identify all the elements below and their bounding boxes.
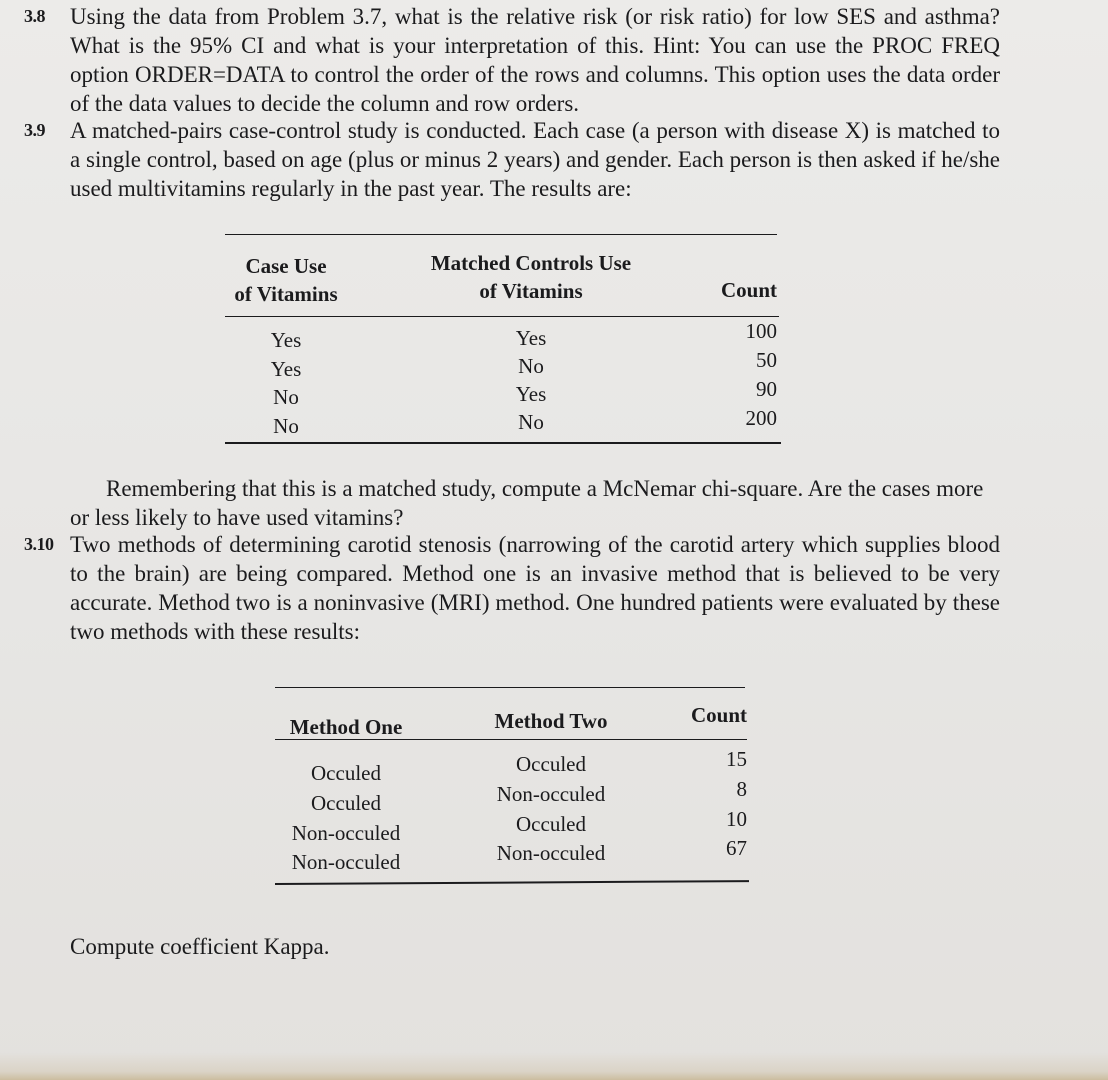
cell-method-two: Occuled — [516, 812, 586, 836]
problem-3-8 — [24, 2, 1000, 118]
cell-method-one: Occuled — [311, 791, 381, 815]
cell-count: 50 — [756, 348, 777, 372]
cell-count: 8 — [736, 777, 747, 801]
vitamins-table — [225, 230, 781, 460]
problem-3-10-followup: Compute coefficient Kappa. — [70, 934, 330, 959]
header-line: of Vitamins — [479, 279, 583, 303]
cell-method-one: Non-occuled — [291, 821, 401, 845]
problem-3-9 — [24, 116, 1000, 203]
problem-3-9-followup: Remembering that this is a matched study, compute a McNemar chi-square. Are the cases more or less likely to have used vitamins? — [70, 476, 984, 530]
problem-text: Using the data from Problem 3.7, what is the relative risk (or risk ratio) for low SES and asthma? What is the 95% CI and what is your interpretation of this. Hint: You can use the PROC FREQ option ORDER=DATA to control the order of the rows and columns. This option uses the data order of the data values to decide the column and row orders. — [70, 4, 1000, 116]
table-bottom-rule — [275, 880, 749, 885]
problem-text: Two methods of determining carotid stenosis (narrowing of the carotid artery which supplies blood to the brain) are being compared. Method one is an invasive method that is believed to be very accurate. Method two is a noninvasive (MRI) method. One hundred patients were evaluated by these two methods with these results: — [70, 532, 1000, 644]
header-count: Count — [720, 278, 777, 302]
header-line: of Vitamins — [234, 282, 338, 306]
problem-3-10 — [24, 530, 1000, 646]
cell-case: No — [273, 414, 299, 438]
cell-method-one: Non-occuled — [291, 850, 401, 874]
header-line: Case Use — [245, 254, 327, 278]
page-edge-shadow — [0, 1052, 1108, 1080]
cell-count: 67 — [726, 836, 747, 860]
table-bottom-rule — [225, 442, 781, 444]
cell-method-one: Occuled — [311, 761, 381, 785]
header-method-one: Method One — [289, 715, 403, 739]
cell-count: 10 — [726, 807, 747, 831]
header-count: Count — [690, 703, 747, 727]
cell-method-two: Non-occuled — [496, 782, 606, 806]
header-rule — [275, 739, 747, 740]
header-method-two: Method Two — [494, 709, 608, 733]
cell-count: 15 — [726, 747, 747, 771]
cell-count: 200 — [745, 406, 777, 430]
table-top-rule — [275, 687, 745, 688]
cell-control: No — [518, 410, 544, 434]
cell-count: 100 — [745, 319, 777, 343]
problem-number: 3.9 — [24, 120, 45, 140]
problem-number: 3.8 — [24, 6, 45, 26]
cell-case: No — [273, 385, 299, 409]
cell-method-two: Occuled — [516, 752, 586, 776]
cell-case: Yes — [270, 357, 302, 381]
header-line: Matched Controls Use — [430, 251, 632, 275]
cell-method-two: Non-occuled — [496, 841, 606, 865]
cell-control: Yes — [515, 326, 547, 350]
methods-table — [275, 683, 749, 898]
table-top-rule — [225, 234, 777, 235]
problem-number: 3.10 — [24, 534, 54, 554]
header-case-use — [225, 252, 347, 308]
cell-control: Yes — [515, 382, 547, 406]
cell-count: 90 — [756, 377, 777, 401]
cell-control: No — [518, 354, 544, 378]
problem-text: A matched-pairs case-control study is conducted. Each case (a person with disease X) is matched to a single control, based on age (plus or minus 2 years) and gender. Each person is then asked if he/she used multivitamins regularly in the past year. The results are: — [70, 118, 1000, 201]
cell-case: Yes — [270, 328, 302, 352]
header-control-use — [415, 249, 647, 305]
